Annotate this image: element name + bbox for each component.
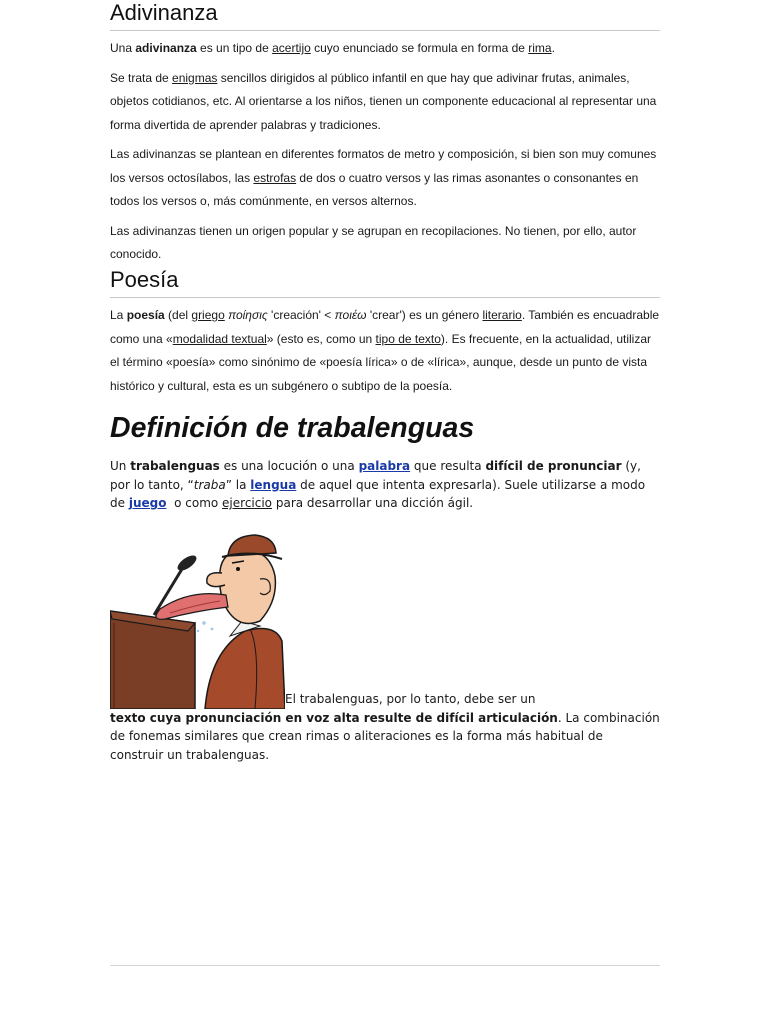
text-run: (del xyxy=(164,308,192,323)
text-run: es una locución o una xyxy=(219,459,359,474)
trabalenguas-paragraph-1 xyxy=(110,457,660,513)
bold-term: difícil de pronunciar xyxy=(485,459,622,474)
text-run: ” la xyxy=(225,477,251,492)
adivinanza-paragraph-2 xyxy=(110,67,660,138)
italic-term: traba xyxy=(193,477,226,492)
trabalenguas-paragraph-2-start xyxy=(285,690,660,709)
greek-word: ποίησις xyxy=(228,308,268,323)
link-tipo-de-texto[interactable]: tipo de texto xyxy=(375,331,441,346)
link-modalidad-textual[interactable]: modalidad textual xyxy=(172,331,267,346)
text-run: Se trata de xyxy=(110,70,173,85)
bold-term: poesía xyxy=(126,308,165,323)
greek-word: ποιέω xyxy=(334,308,367,323)
text-run: ). Es frecuente, en la actualidad, utilizar el término «poesía» como sinónimo de «poesía lírica» o de «lírica», aunque, desde un punto de vista histórico y cultural, esta es un subgénero o subtipo de la poesía. xyxy=(110,331,652,393)
link-palabra[interactable]: palabra xyxy=(358,459,411,474)
document-page xyxy=(110,0,660,764)
link-juego[interactable]: juego xyxy=(128,496,167,511)
link-acertijo[interactable]: acertijo xyxy=(272,41,311,56)
page-footer-rule xyxy=(110,965,660,966)
text-run: Un xyxy=(110,459,131,474)
text-run: para desarrollar una dicción ágil. xyxy=(272,496,474,511)
trabalenguas-body xyxy=(110,457,660,764)
adivinanza-paragraph-4: Las adivinanzas tienen un origen popular y se agrupan en recopilaciones. No tienen, por ello, autor conocido. xyxy=(110,223,637,262)
text-run: sencillos dirigidos al público infantil en que hay que adivinar frutas, animales, objetos cotidianos, etc. Al orientarse a los niños, tienen un componente educacional al representar una forma divertida de aprender palabras y tradiciones. xyxy=(110,70,657,132)
text-run: . La combinación de fonemas similares que crean rimas o aliteraciones es la forma más habitual de construir un trabalenguas. xyxy=(110,710,660,762)
text-run: Una xyxy=(110,41,136,56)
heading-trabalenguas: Definición de trabalenguas xyxy=(110,412,475,445)
link-rima[interactable]: rima xyxy=(528,41,552,56)
poesia-paragraph-1 xyxy=(110,304,660,398)
figure-row xyxy=(110,531,660,709)
text-run: . xyxy=(551,41,555,56)
link-ejercicio[interactable]: ejercicio xyxy=(222,496,273,511)
trabalenguas-paragraph-2 xyxy=(110,709,660,765)
bold-term: texto cuya pronunciación en voz alta resulte de difícil articulación xyxy=(110,710,558,725)
text-run: . También es encuadrable como una « xyxy=(110,308,660,346)
link-griego[interactable]: griego xyxy=(191,308,225,323)
section-title-poesia: Poesía xyxy=(110,267,660,298)
bold-term: trabalenguas xyxy=(130,459,220,474)
text-run: 'creación' < xyxy=(267,308,335,323)
text-run: cuyo enunciado se formula en forma de xyxy=(310,41,529,56)
text-run: » (esto es, como un xyxy=(266,331,376,346)
link-literario[interactable]: literario xyxy=(482,308,522,323)
link-estrofas[interactable]: estrofas xyxy=(253,170,297,185)
adivinanza-paragraph-1 xyxy=(110,37,660,61)
text-run: 'crear') es un género xyxy=(366,308,483,323)
text-run: o como xyxy=(166,496,223,511)
section-title-adivinanza: Adivinanza xyxy=(110,0,660,31)
text-run: es un tipo de xyxy=(196,41,273,56)
adivinanza-paragraph-3 xyxy=(110,143,660,214)
text-run: El trabalenguas, por lo tanto, debe ser un xyxy=(285,692,536,707)
speaker-illustration xyxy=(110,531,285,709)
text-run: de aquel que intenta expresarla). Suele utilizarse a modo de xyxy=(110,477,646,511)
link-lengua[interactable]: lengua xyxy=(250,477,297,492)
text-run: (y, por lo tanto, “ xyxy=(110,459,641,492)
link-enigmas[interactable]: enigmas xyxy=(172,70,218,85)
text-run: La xyxy=(110,308,127,323)
text-run: que resulta xyxy=(410,459,486,474)
text-run: de dos o cuatro versos y las rimas asonantes o consonantes en todos los versos o, más comúnmente, en versos alternos. xyxy=(110,170,639,209)
bold-term: adivinanza xyxy=(135,41,197,56)
text-run: Las adivinanzas se plantean en diferentes formatos de metro y composición, si bien son muy comunes los versos octosílabos, las xyxy=(110,147,657,185)
